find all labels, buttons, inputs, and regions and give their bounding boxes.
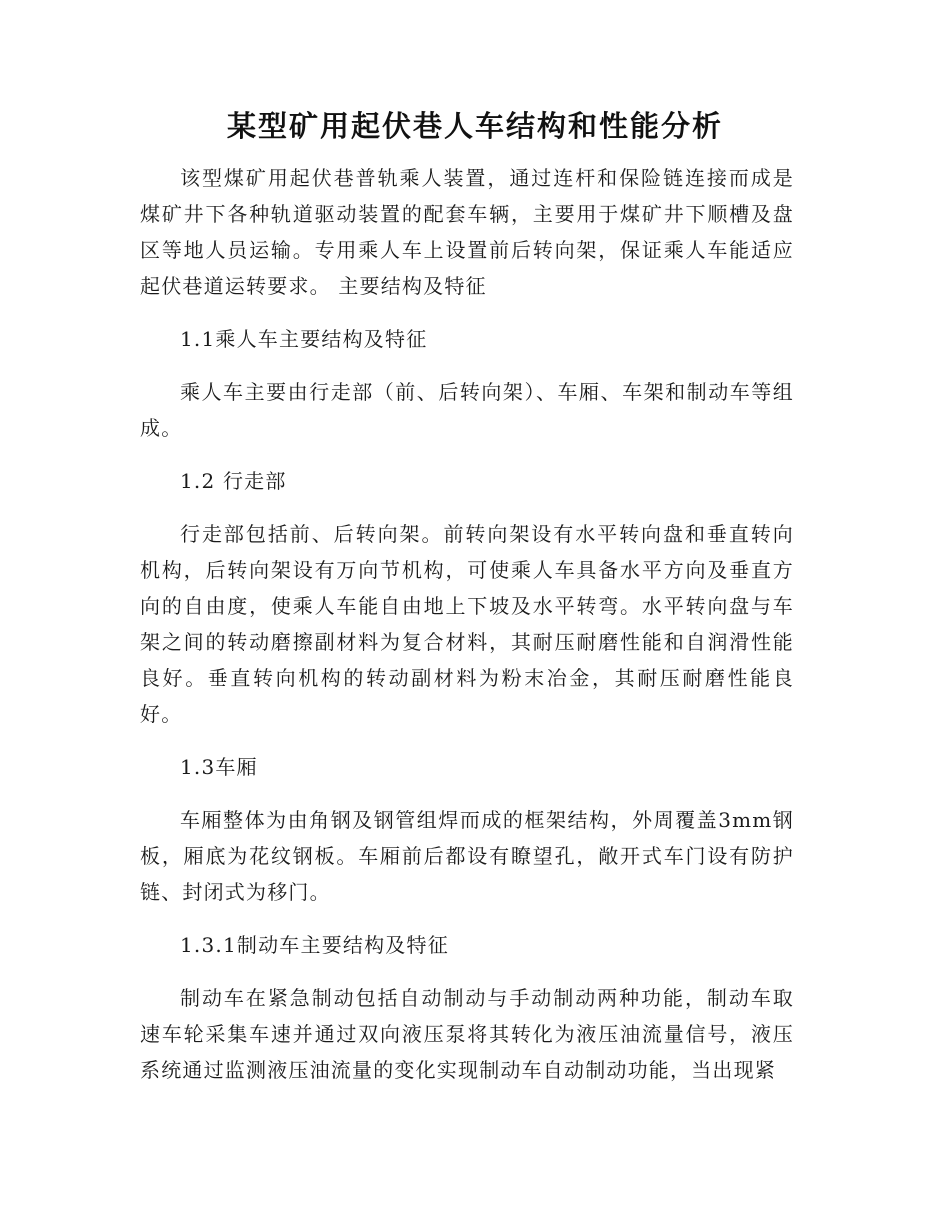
- document-body: [140, 160, 794, 1088]
- section-heading-1-3: 1.3车厢: [180, 755, 258, 779]
- section-heading-1-1: 1.1乘人车主要结构及特征: [180, 327, 428, 351]
- paragraph-brake-car: 制动车在紧急制动包括自动制动与手动制动两种功能，制动车取速车轮采集车速并通过双向液压泵将其转化为液压油流量信号，液压系统通过监测液压油流量的变化实现制动车自动制动功能，当出现紧: [140, 986, 794, 1082]
- document-title: 某型矿用起伏巷人车结构和性能分析: [226, 109, 723, 143]
- section-heading-1-2: 1.2 行走部: [180, 469, 287, 493]
- paragraph-carriage: 车厢整体为由角钢及钢管组焊而成的框架结构，外周覆盖3mm钢板，厢底为花纹钢板。车厢前后都设有瞭望孔，敞开式车门设有防护链、封闭式为移门。: [140, 808, 794, 904]
- paragraph-running-gear: 行走部包括前、后转向架。前转向架设有水平转向盘和垂直转向机构，后转向架设有万向节机构，可使乘人车具备水平方向及垂直方向的自由度，使乘人车能自由地上下坡及水平转弯。水平转向盘与车架之间的转动磨擦副材料为复合材料，其耐压耐磨性能和自润滑性能良好。垂直转向机构的转动副材料为粉末冶金，其耐压耐磨性能良好。: [140, 522, 794, 726]
- section-heading-1-3-1: 1.3.1制动车主要结构及特征: [180, 933, 449, 957]
- paragraph-composition: 乘人车主要由行走部（前、后转向架）、车厢、车架和制动车等组成。: [140, 380, 794, 440]
- paragraph-intro: 该型煤矿用起伏巷普轨乘人装置，通过连杆和保险链连接而成是煤矿井下各种轨道驱动装置的配套车辆，主要用于煤矿井下顺槽及盘区等地人员运输。专用乘人车上设置前后转向架，保证乘人车能适应起伏巷道运转要求。 主要结构及特征: [140, 166, 794, 298]
